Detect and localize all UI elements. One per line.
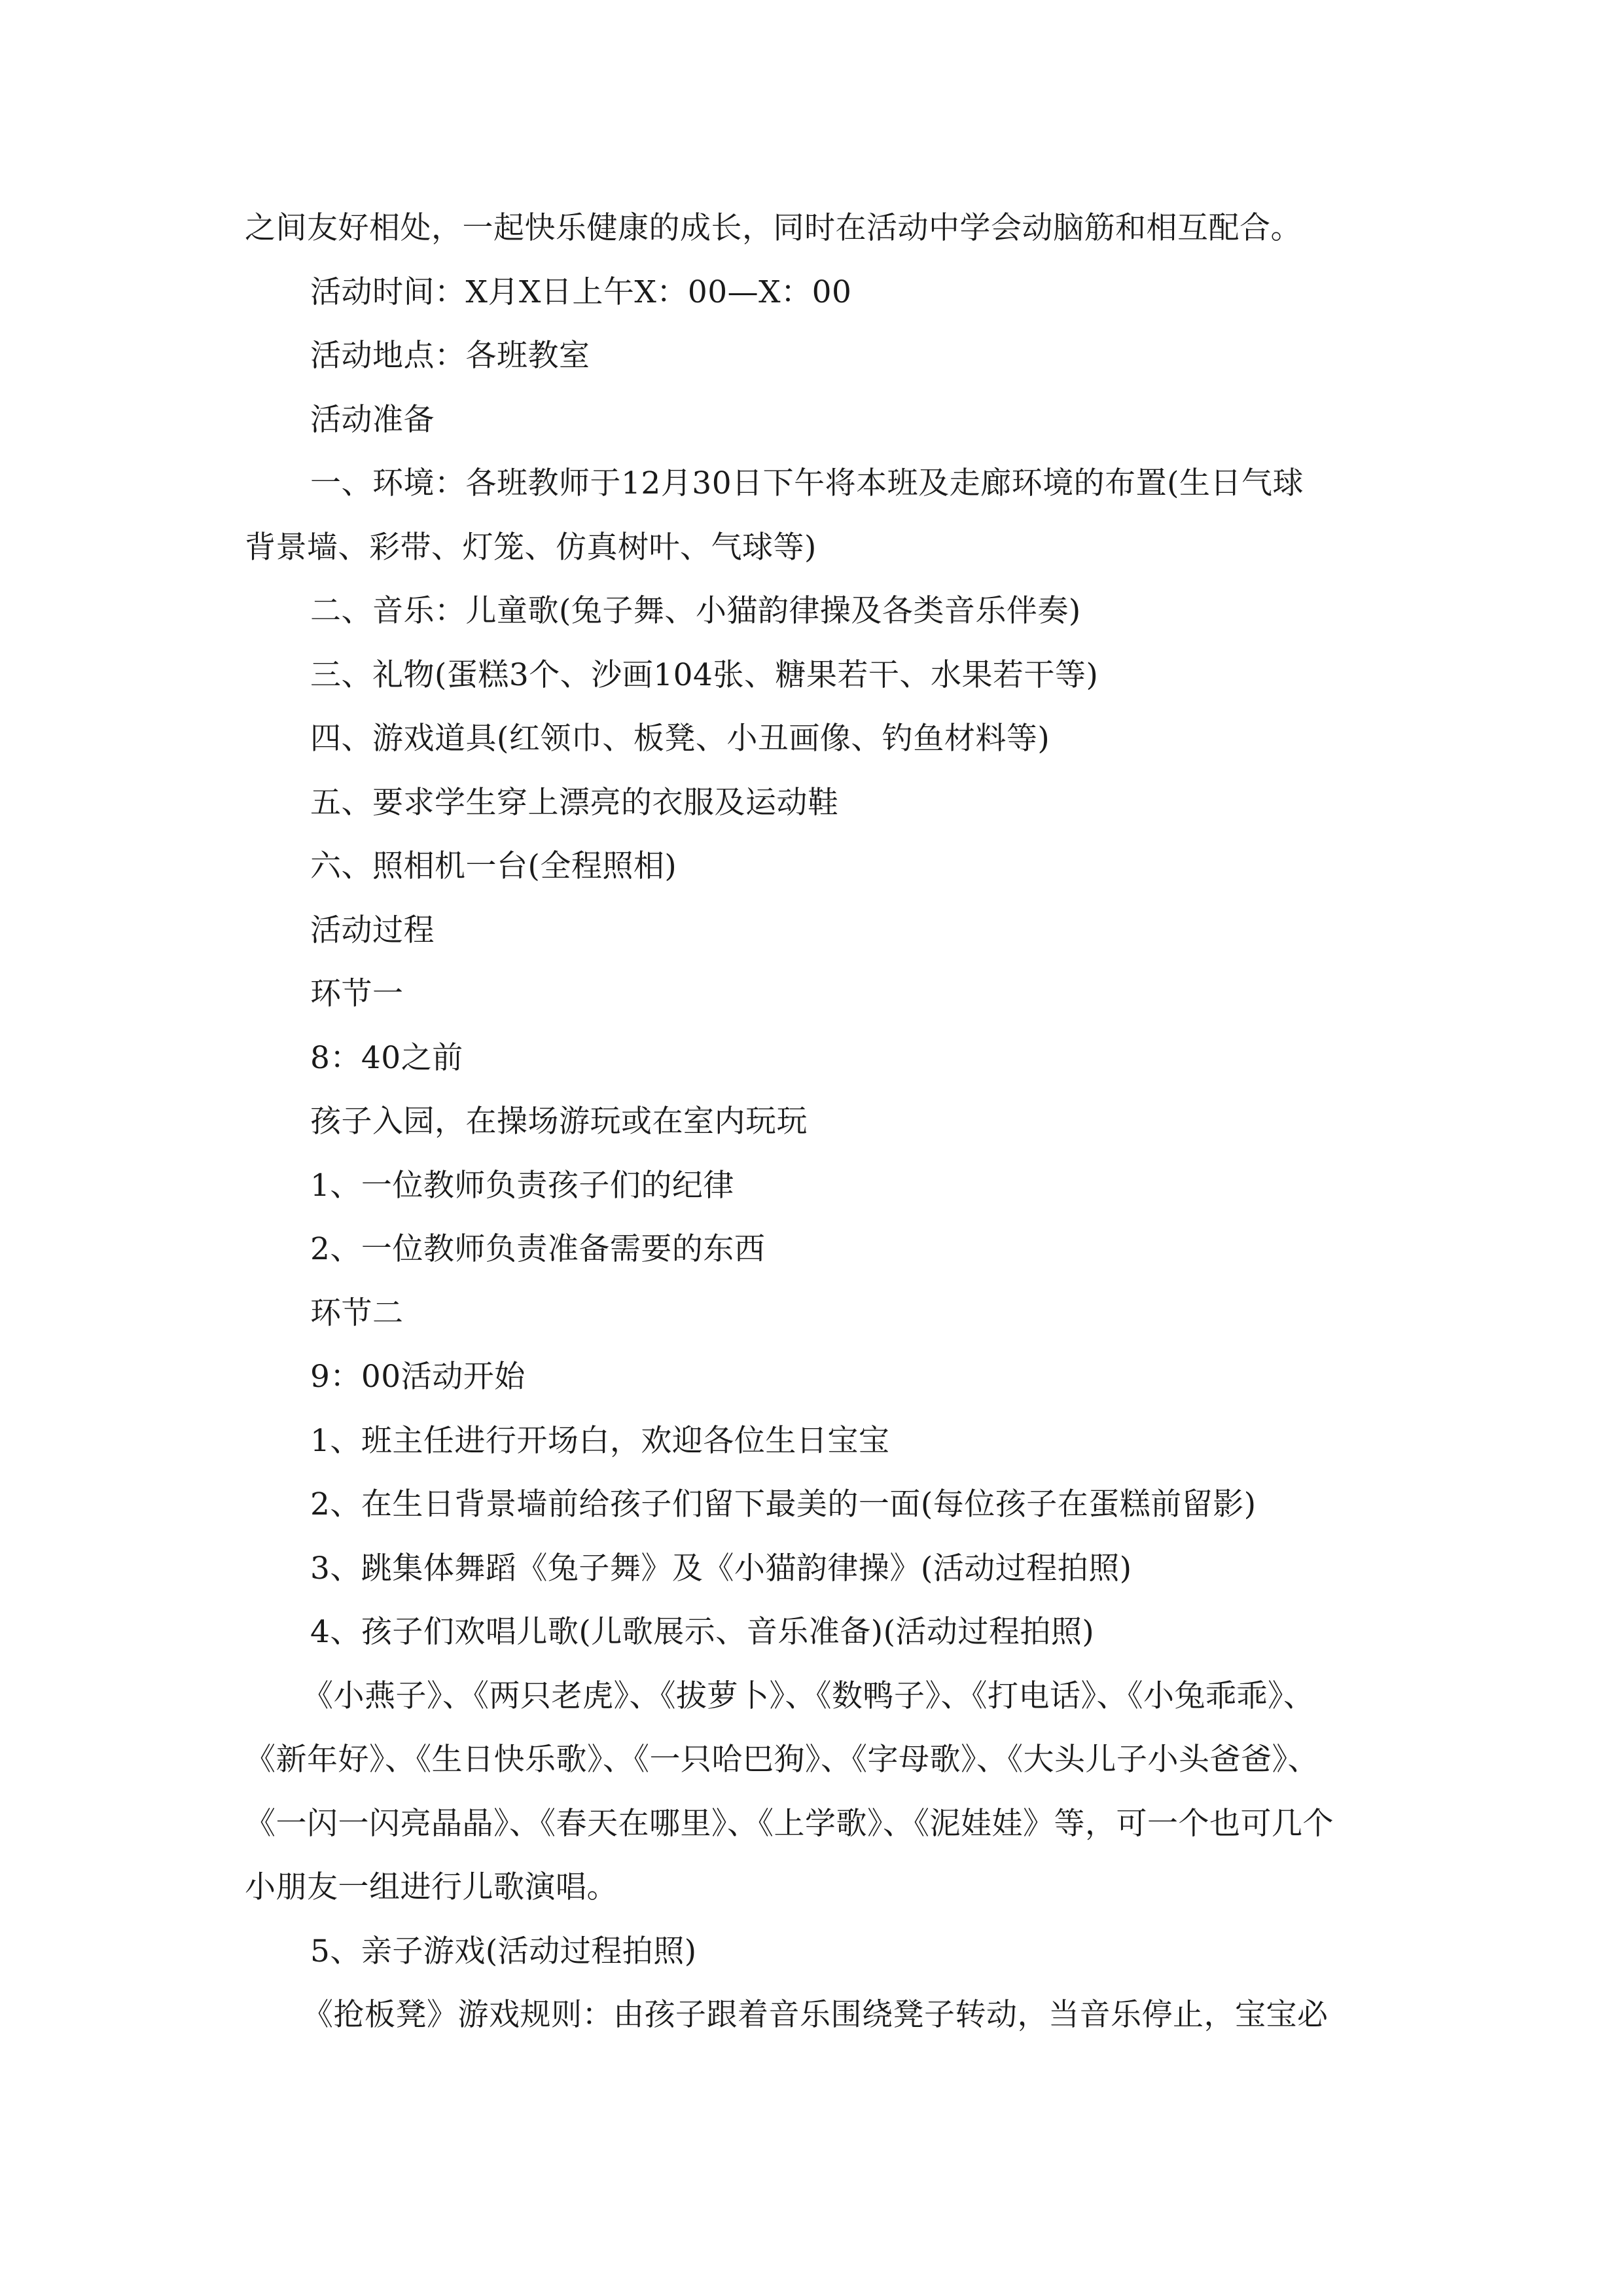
activity-location-line: 活动地点：各班教室 — [310, 338, 590, 374]
stage-time: 8：40之前 — [310, 1039, 463, 1076]
song-list-line: 《一闪一闪亮晶晶》、《春天在哪里》、《上学歌》、《泥娃娃》等，可一个也可几个 — [245, 1805, 1334, 1842]
paragraph-line: 之间友好相处，一起快乐健康的成长，同时在活动中学会动脑筋和相互配合。 — [245, 210, 1302, 246]
prep-item-4: 四、游戏道具(红领巾、板凳、小丑画像、钓鱼材料等) — [310, 721, 1050, 757]
song-list-line: 小朋友一组进行儿歌演唱。 — [245, 1869, 618, 1905]
prep-item-6: 六、照相机一台(全程照相) — [310, 848, 677, 884]
section-heading: 活动过程 — [310, 912, 435, 948]
list-item: 5、亲子游戏(活动过程拍照) — [310, 1933, 697, 1969]
list-item: 1、班主任进行开场白，欢迎各位生日宝宝 — [310, 1422, 890, 1459]
paragraph-line: 孩子入园，在操场游玩或在室内玩玩 — [310, 1103, 808, 1139]
activity-time-line: 活动时间：X月X日上午X：00—X：00 — [310, 274, 852, 310]
game-rule-line: 《抢板凳》游戏规则：由孩子跟着音乐围绕凳子转动，当音乐停止，宝宝必 — [302, 1997, 1329, 2033]
prep-item-1-continued: 背景墙、彩带、灯笼、仿真树叶、气球等) — [245, 529, 817, 565]
stage-time: 9：00活动开始 — [310, 1359, 526, 1395]
stage-heading: 环节二 — [310, 1295, 404, 1331]
song-list-line: 《新年好》、《生日快乐歌》、《一只哈巴狗》、《字母歌》、《大头儿子小头爸爸》、 — [245, 1742, 1319, 1778]
list-item: 2、在生日背景墙前给孩子们留下最美的一面(每位孩子在蛋糕前留影) — [310, 1486, 1257, 1522]
prep-item-5: 五、要求学生穿上漂亮的衣服及运动鞋 — [310, 784, 839, 821]
document-body — [245, 196, 1383, 2047]
list-item: 2、一位教师负责准备需要的东西 — [310, 1231, 766, 1267]
prep-item-2: 二、音乐：儿童歌(兔子舞、小猫韵律操及各类音乐伴奏) — [310, 593, 1081, 629]
stage-heading: 环节一 — [310, 976, 404, 1012]
prep-item-3: 三、礼物(蛋糕3个、沙画104张、糖果若干、水果若干等) — [310, 656, 1099, 693]
song-list-line: 《小燕子》、《两只老虎》、《拔萝卜》、《数鸭子》、《打电话》、《小兔乖乖》、 — [302, 1677, 1315, 1714]
prep-item-1: 一、环境：各班教师于12月30日下午将本班及走廊环境的布置(生日气球 — [310, 465, 1304, 501]
list-item: 3、跳集体舞蹈《兔子舞》及《小猫韵律操》(活动过程拍照) — [310, 1550, 1132, 1587]
list-item: 1、一位教师负责孩子们的纪律 — [310, 1167, 734, 1204]
section-heading: 活动准备 — [310, 401, 435, 438]
list-item: 4、孩子们欢唱儿歌(儿歌展示、音乐准备)(活动过程拍照) — [310, 1614, 1095, 1650]
